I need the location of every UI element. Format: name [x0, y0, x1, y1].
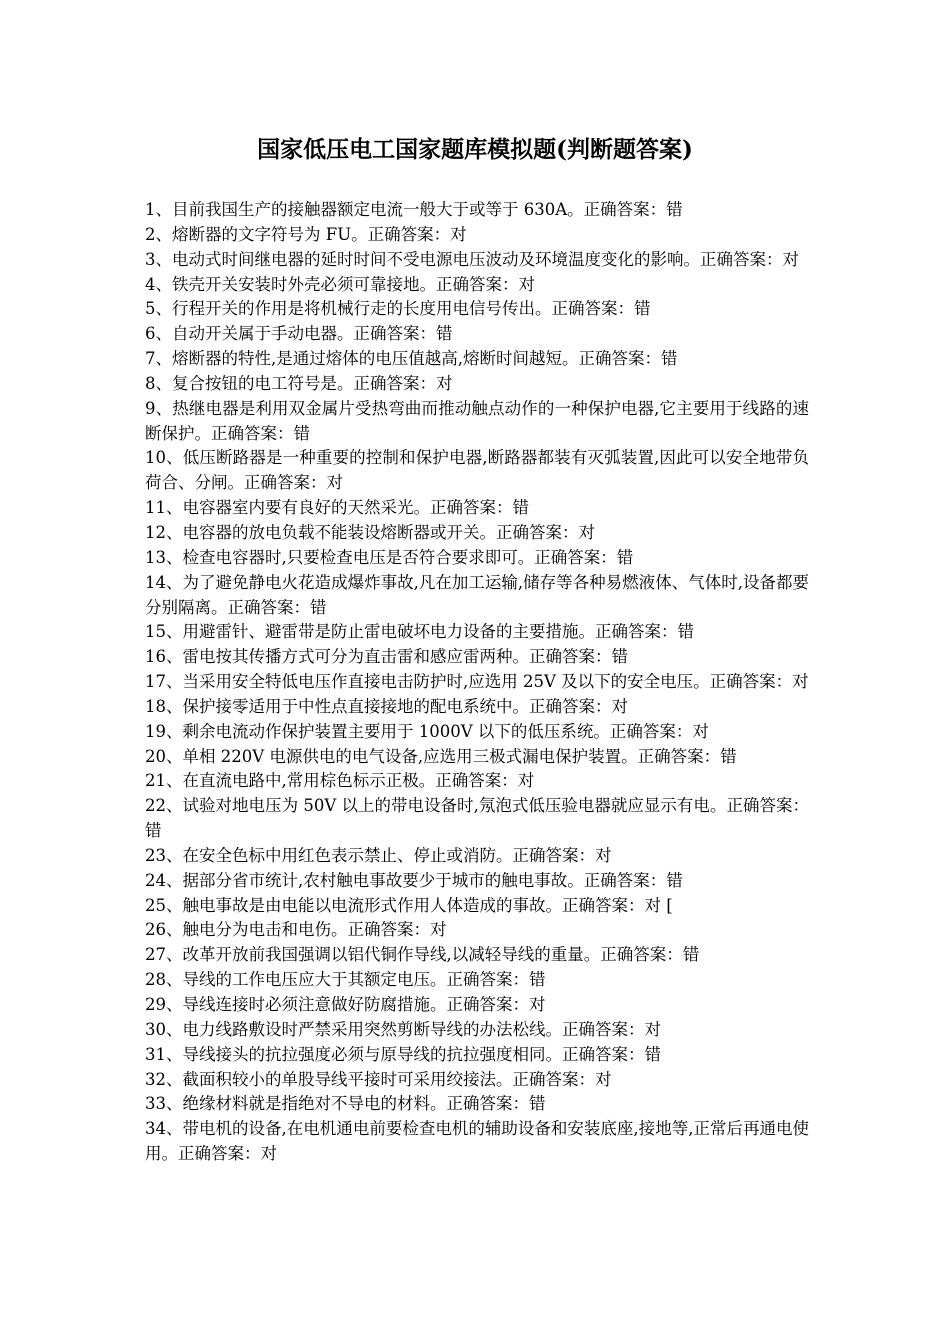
question-item: 16、雷电按其传播方式可分为直击雷和感应雷两种。正确答案：错 [145, 647, 628, 667]
question-item: 31、导线接头的抗拉强度必须与原导线的抗拉强度相同。正确答案：错 [145, 1044, 661, 1064]
question-item: 12、电容器的放电负载不能装设熔断器或开关。正确答案：对 [145, 522, 595, 542]
question-item: 20、单相 220V 电源供电的电气设备,应选用三极式漏电保护装置。正确答案：错 [145, 746, 737, 766]
document-title: 国家低压电工国家题库模拟题(判断题答案) [257, 136, 693, 163]
question-list [145, 198, 809, 1167]
question-item: 30、电力线路敷设时严禁采用突然剪断导线的办法松线。正确答案：对 [145, 1019, 661, 1039]
question-item: 18、保护接零适用于中性点直接接地的配电系统中。正确答案：对 [145, 696, 628, 716]
question-item: 33、绝缘材料就是指绝对不导电的材料。正确答案：错 [145, 1094, 546, 1114]
question-item: 32、截面积较小的单股导线平接时可采用绞接法。正确答案：对 [145, 1069, 612, 1089]
question-item: 28、导线的工作电压应大于其额定电压。正确答案：错 [145, 970, 546, 990]
question-item: 19、剩余电流动作保护装置主要用于 1000V 以下的低压系统。正确答案：对 [145, 721, 709, 741]
question-item: 10、低压断路器是一种重要的控制和保护电器,断路器都装有灭弧装置,因此可以安全地带负荷合、分闸。正确答案：对 [145, 448, 809, 493]
question-item: 8、复合按钮的电工符号是。正确答案：对 [145, 373, 453, 393]
question-item: 25、触电事故是由电能以电流形式作用人体造成的事故。正确答案：对 [ [145, 895, 673, 915]
question-item: 6、自动开关属于手动电器。正确答案：错 [145, 324, 453, 344]
question-item: 23、在安全色标中用红色表示禁止、停止或消防。正确答案：对 [145, 845, 612, 865]
question-item: 13、检查电容器时,只要检查电压是否符合要求即可。正确答案：错 [145, 547, 634, 567]
question-item: 27、改革开放前我国强调以铝代铜作导线,以减轻导线的重量。正确答案：错 [145, 945, 700, 965]
question-item: 4、铁壳开关安装时外壳必须可靠接地。正确答案：对 [145, 274, 535, 294]
question-item: 11、电容器室内要有良好的天然采光。正确答案：错 [145, 498, 529, 518]
question-item: 1、目前我国生产的接触器额定电流一般大于或等于 630A。正确答案：错 [145, 200, 683, 219]
question-item: 34、带电机的设备,在电机通电前要检查电机的辅助设备和安装底座,接地等,正常后再通电使用。正确答案：对 [145, 1119, 809, 1164]
question-item: 5、行程开关的作用是将机械行走的长度用电信号传出。正确答案：错 [145, 299, 651, 319]
question-item: 9、热继电器是利用双金属片受热弯曲而推动触点动作的一种保护电器,它主要用于线路的速断保护。正确答案：错 [145, 398, 809, 443]
question-item: 21、在直流电路中,常用棕色标示正极。正确答案：对 [145, 771, 535, 791]
question-item: 24、据部分省市统计,农村触电事故要少于城市的触电事故。正确答案：错 [145, 870, 683, 890]
question-item: 2、熔断器的文字符号为 FU。正确答案：对 [145, 224, 467, 244]
question-item: 3、电动式时间继电器的延时时间不受电源电压波动及环境温度变化的影响。正确答案：对 [145, 249, 799, 269]
question-item: 15、用避雷针、避雷带是防止雷电破坏电力设备的主要措施。正确答案：错 [145, 622, 694, 642]
question-item: 22、试验对地电压为 50V 以上的带电设备时,氖泡式低压验电器就应显示有电。正确答案：错 [145, 796, 809, 841]
question-item: 17、当采用安全特低电压作直接电击防护时,应选用 25V 及以下的安全电压。正确答案：对 [145, 672, 809, 692]
question-item: 26、触电分为电击和电伤。正确答案：对 [145, 920, 447, 940]
question-item: 29、导线连接时必须注意做好防腐措施。正确答案：对 [145, 995, 546, 1014]
question-item: 7、熔断器的特性,是通过熔体的电压值越高,熔断时间越短。正确答案：错 [145, 349, 678, 369]
question-item: 14、为了避免静电火花造成爆炸事故,凡在加工运输,储存等各种易燃液体、气体时,设备都要分别隔离。正确答案：错 [145, 572, 809, 617]
